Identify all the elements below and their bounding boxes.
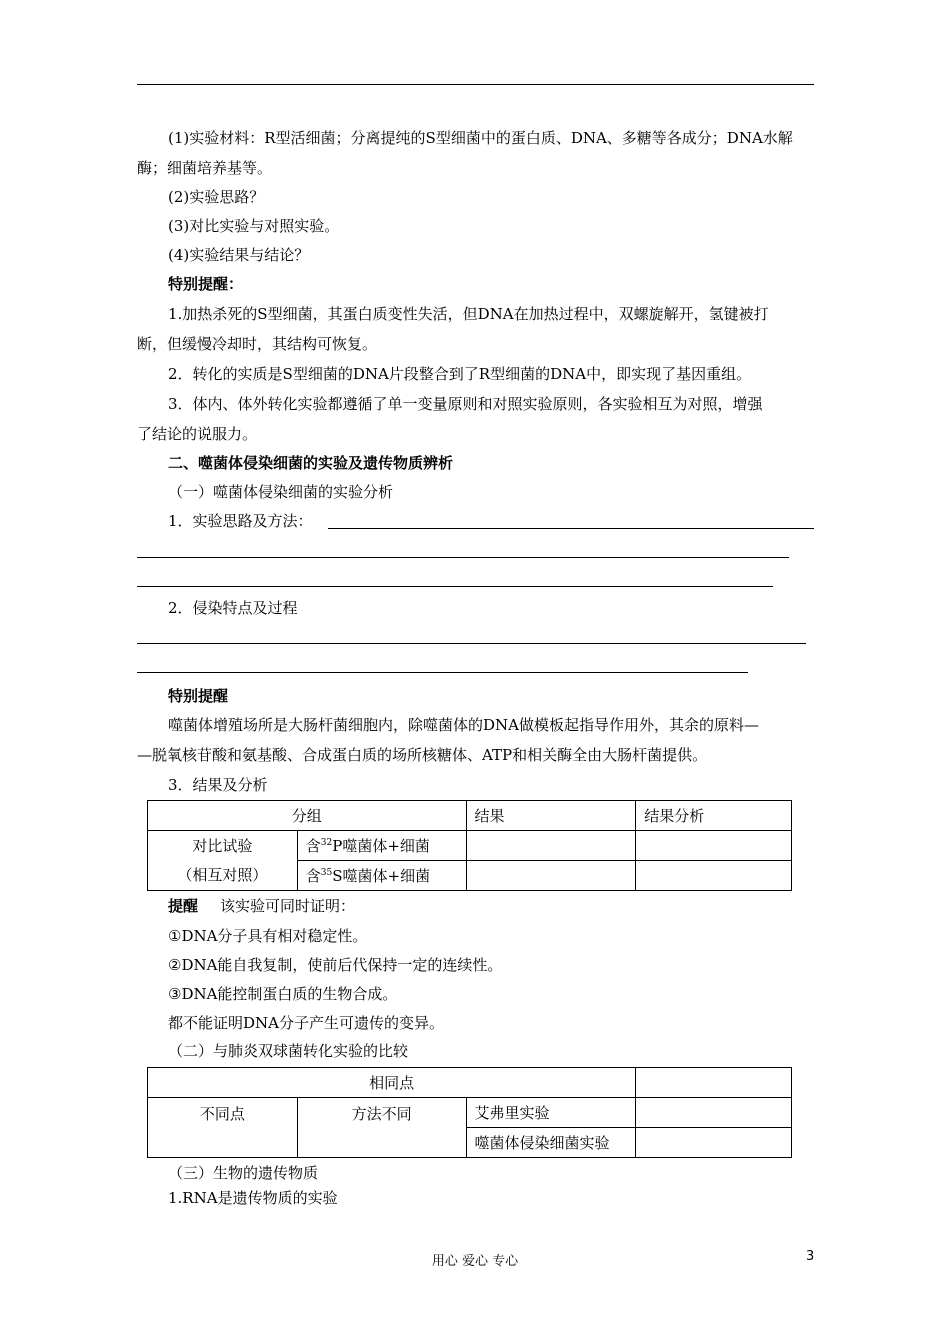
tip-heading: 特别提醒：: [168, 275, 244, 293]
header-group: 分组: [148, 801, 467, 831]
remind-text: 该实验可同时证明：: [220, 897, 356, 915]
subsection-heading: （三）生物的遗传物质: [168, 1164, 319, 1182]
text-line: —脱氧核苷酸和氨基酸、合成蛋白质的场所核糖体、ATP和相关酶全由大肠杆菌提供。: [137, 746, 708, 764]
text-line: 2．转化的实质是S型细菌的DNA片段整合到了R型细菌的DNA中，即实现了基因重组。: [168, 365, 752, 383]
result-cell: [466, 831, 636, 861]
question-line: 3．结果及分析: [168, 776, 268, 794]
same-label: 相同点: [148, 1068, 636, 1098]
header-analysis: 结果分析: [636, 801, 792, 831]
avery-label: 艾弗里实验: [466, 1098, 636, 1128]
results-table: [147, 800, 792, 891]
text-line: 3．体内、体外转化实验都遵循了单一变量原则和对照实验原则，各实验相互为对照，增强: [168, 395, 763, 413]
header-result: 结果: [466, 801, 636, 831]
list-item: ①DNA分子具有相对稳定性。: [168, 927, 368, 945]
comparison-table: [147, 1067, 792, 1158]
text-line: 噬菌体增殖场所是大肠杆菌细胞内，除噬菌体的DNA做模板起指导作用外，其余的原料—: [168, 716, 759, 734]
method-label: 方法不同: [297, 1098, 466, 1158]
text-line: 了结论的说服力。: [137, 425, 258, 443]
result-cell: [466, 861, 636, 891]
text-line: 酶；细菌培养基等。: [137, 159, 273, 177]
text-line: (3)对比实验与对照实验。: [168, 217, 340, 235]
text-line: (1)实验材料：R型活细菌；分离提纯的S型细菌中的蛋白质、DNA、多糖等各成分；DNA水解: [168, 129, 793, 147]
phage-cell: [636, 1128, 792, 1158]
question-line: 2．侵染特点及过程: [168, 599, 298, 617]
diff-label: 不同点: [148, 1098, 298, 1158]
row-label-line2: （相互对照）: [177, 865, 268, 884]
same-cell: [636, 1068, 792, 1098]
avery-cell: [636, 1098, 792, 1128]
text-line: (2)实验思路？: [168, 188, 265, 206]
group-35s: 含$^{35}$S噬菌体+细菌: [297, 861, 466, 891]
group-32p: 含$^{32}$P噬菌体+细菌: [297, 831, 466, 861]
tip-heading: 特别提醒: [168, 687, 229, 705]
page-number: 3: [806, 1249, 815, 1264]
answer-blank: [137, 557, 789, 558]
subsection-heading: （二）与肺炎双球菌转化实验的比较: [168, 1042, 409, 1060]
row-label-line1: 对比试验: [192, 836, 253, 855]
answer-blank: [137, 643, 806, 644]
text-line: 断，但缓慢冷却时，其结构可恢复。: [137, 335, 378, 353]
phage-label: 噬菌体侵染细菌实验: [466, 1128, 636, 1158]
analysis-cell: [636, 831, 792, 861]
subsection-heading: （一）噬菌体侵染细菌的实验分析: [168, 483, 394, 501]
analysis-cell: [636, 861, 792, 891]
header-rule: [137, 84, 814, 85]
text-line: (4)实验结果与结论？: [168, 246, 310, 264]
text-line: 1.加热杀死的S型细菌，其蛋白质变性失活，但DNA在加热过程中，双螺旋解开，氢键被打: [168, 305, 769, 323]
remind-heading: 提醒: [168, 897, 199, 915]
remind-line: [168, 896, 355, 916]
answer-blank: [137, 586, 773, 587]
answer-blank: [328, 528, 814, 529]
question-line: 1．实验思路及方法：: [168, 512, 313, 530]
row-label: [148, 831, 298, 891]
text-line: 都不能证明DNA分子产生可遗传的变异。: [168, 1014, 444, 1032]
question-line: 1.RNA是遗传物质的实验: [168, 1189, 338, 1207]
list-item: ③DNA能控制蛋白质的生物合成。: [168, 985, 398, 1003]
footer-text: 用心 爱心 专心: [431, 1254, 519, 1269]
answer-blank: [137, 672, 748, 673]
section-heading: 二、噬菌体侵染细菌的实验及遗传物质辨析: [168, 454, 454, 472]
list-item: ②DNA能自我复制，使前后代保持一定的连续性。: [168, 956, 503, 974]
